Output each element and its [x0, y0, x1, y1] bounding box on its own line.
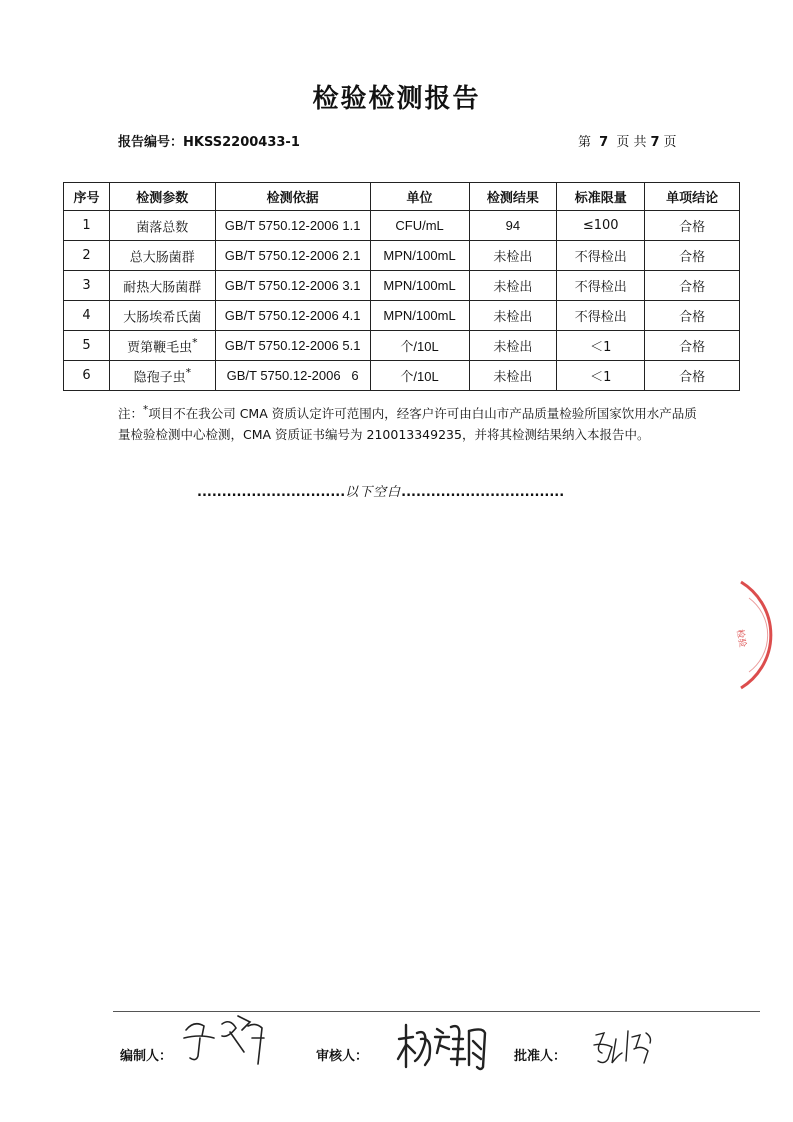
cell-result: 未检出 — [469, 271, 557, 301]
page-total: 7 — [650, 135, 660, 150]
cell-basis: GB/T 5750.12-2006 4.1 — [215, 301, 370, 331]
cell-conclusion: 合格 — [645, 211, 740, 241]
results-table — [63, 182, 740, 391]
cell-basis: GB/T 5750.12-2006 3.1 — [215, 271, 370, 301]
footnote-prefix: 注： — [118, 406, 144, 422]
param-text: 菌落总数 — [136, 220, 189, 236]
cell-param — [109, 241, 215, 271]
cell-unit: CFU/mL — [370, 211, 469, 241]
footnote-star: * — [143, 404, 149, 416]
reviewed-by-label: 审核人： — [316, 1049, 369, 1064]
param-text: 大肠埃希氏菌 — [123, 310, 202, 326]
cell-result: 94 — [469, 211, 557, 241]
cell-param — [109, 211, 215, 241]
page-indicator — [578, 131, 681, 150]
page-prefix: 第 — [578, 135, 592, 150]
report-number — [118, 131, 300, 150]
dots-right: ................................. — [401, 485, 565, 500]
dots-left: .............................. — [197, 485, 346, 500]
header-unit: 单位 — [370, 183, 469, 211]
cell-param — [109, 361, 215, 391]
cell-param — [109, 271, 215, 301]
cell-no: 5 — [64, 331, 110, 361]
official-seal-stamp — [733, 578, 793, 693]
cell-basis: GB/T 5750.12-2006 5.1 — [215, 331, 370, 361]
cell-result: 未检出 — [469, 361, 557, 391]
page-suffix: 页 — [663, 135, 677, 150]
cell-result: 未检出 — [469, 241, 557, 271]
approved-by-signature — [590, 1025, 660, 1070]
page-current: 7 — [599, 135, 609, 150]
cell-param — [109, 331, 215, 361]
param-text: 总大肠菌群 — [129, 250, 195, 266]
table-row — [64, 271, 740, 301]
table-row — [64, 331, 740, 361]
cell-limit: 不得检出 — [557, 301, 645, 331]
param-mark: * — [192, 335, 198, 349]
cell-param — [109, 301, 215, 331]
cell-conclusion: 合格 — [645, 241, 740, 271]
cell-basis: GB/T 5750.12-2006 6 — [215, 361, 370, 391]
cell-conclusion: 合格 — [645, 271, 740, 301]
param-text: 贾第鞭毛虫 — [127, 340, 193, 356]
reviewed-by-signature — [395, 1015, 495, 1075]
cell-unit: 个/10L — [370, 361, 469, 391]
cell-conclusion: 合格 — [645, 331, 740, 361]
table-row — [64, 211, 740, 241]
cell-conclusion: 合格 — [645, 301, 740, 331]
report-number-label: 报告编号： — [118, 135, 184, 150]
table-row — [64, 301, 740, 331]
cell-unit: MPN/100mL — [370, 301, 469, 331]
prepared-by-signature — [178, 1008, 273, 1068]
header-no: 序号 — [64, 183, 110, 211]
header-result: 检测结果 — [469, 183, 557, 211]
report-title: 检验检测报告 — [312, 84, 481, 114]
report-number-value: HKSS2200433-1 — [183, 135, 300, 150]
cell-unit: 个/10L — [370, 331, 469, 361]
header-conclusion: 单项结论 — [645, 183, 740, 211]
blank-below-marker — [197, 481, 564, 500]
page-mid: 页 共 — [616, 135, 647, 150]
param-text: 耐热大肠菌群 — [123, 280, 202, 296]
cell-basis: GB/T 5750.12-2006 2.1 — [215, 241, 370, 271]
header-basis: 检测依据 — [215, 183, 370, 211]
cell-no: 1 — [64, 211, 110, 241]
cell-limit: ＜1 — [557, 361, 645, 391]
cell-no: 4 — [64, 301, 110, 331]
cell-no: 2 — [64, 241, 110, 271]
cell-limit: ＜1 — [557, 331, 645, 361]
svg-text:检验: 检验 — [734, 628, 748, 649]
cell-no: 6 — [64, 361, 110, 391]
cell-conclusion: 合格 — [645, 361, 740, 391]
param-mark: * — [185, 365, 191, 379]
footnote-text: 项目不在我公司 CMA 资质认定许可范围内，经客户许可由白山市产品质量检验所国家饮用水产品质量检验检测中心检测，CMA 资质证书编号为 210013349235，并将其检测结果纳入本报告中。 — [118, 406, 697, 443]
cell-unit: MPN/100mL — [370, 271, 469, 301]
approved-by-label: 批准人： — [514, 1049, 567, 1064]
header-param: 检测参数 — [109, 183, 215, 211]
footnote — [118, 400, 708, 445]
cell-no: 3 — [64, 271, 110, 301]
table-row — [64, 241, 740, 271]
cell-limit: 不得检出 — [557, 241, 645, 271]
cell-result: 未检出 — [469, 301, 557, 331]
table-row — [64, 361, 740, 391]
prepared-by-label: 编制人： — [120, 1049, 173, 1064]
cell-result: 未检出 — [469, 331, 557, 361]
cell-limit: ≤100 — [557, 211, 645, 241]
cell-unit: MPN/100mL — [370, 241, 469, 271]
cell-basis: GB/T 5750.12-2006 1.1 — [215, 211, 370, 241]
param-text: 隐孢子虫 — [133, 370, 186, 386]
blank-text: 以下空白 — [345, 485, 402, 500]
cell-limit: 不得检出 — [557, 271, 645, 301]
header-limit: 标准限量 — [557, 183, 645, 211]
table-header-row — [64, 183, 740, 211]
